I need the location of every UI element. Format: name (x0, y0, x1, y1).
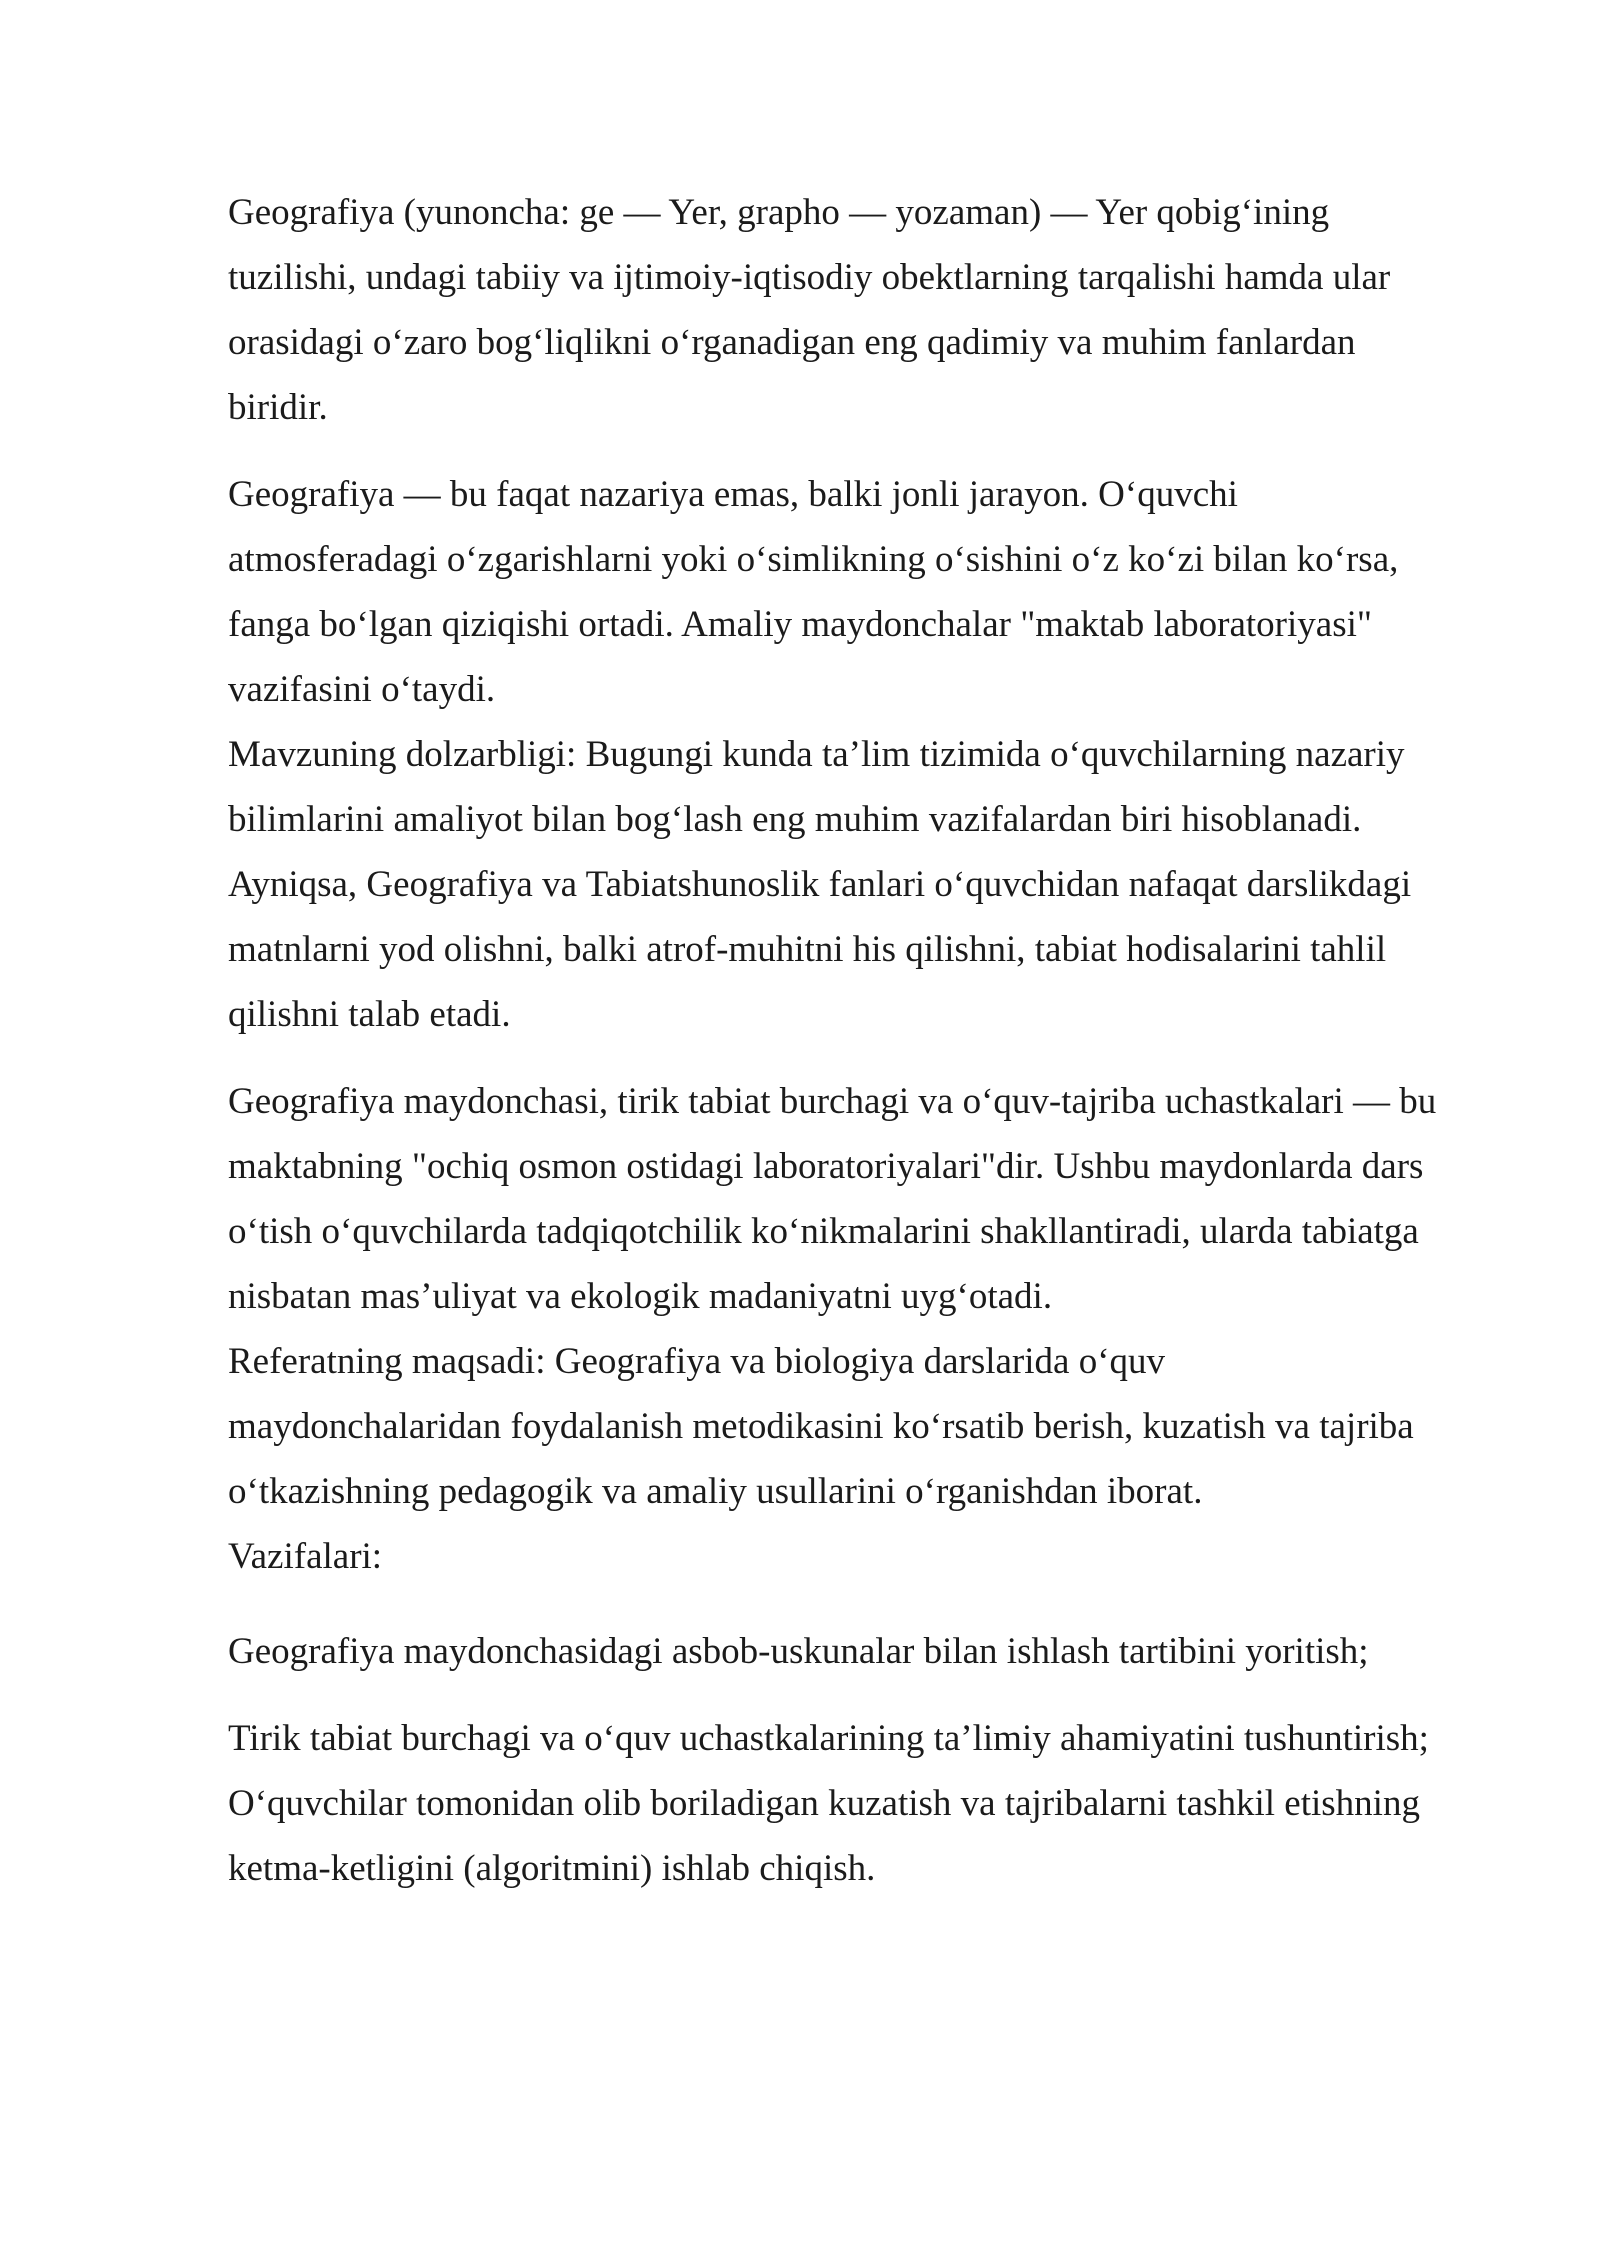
text-line: Geografiya (yunoncha: ge — Yer, grapho — yozaman) — Yer qobig‘ining (228, 192, 1330, 233)
text-line: Geografiya — bu faqat nazariya emas, balki jonli jarayon. O‘quvchi (228, 474, 1238, 515)
text-line: O‘quvchilar tomonidan olib boriladigan kuzatish va tajribalarni tashkil etishning (228, 1783, 1420, 1824)
text-line: qilishni talab etadi. (228, 994, 511, 1035)
text-line: Vazifalari: (228, 1536, 383, 1577)
text-line: maktabning "ochiq osmon ostidagi laboratoriyalari"dir. Ushbu maydonlarda dars (228, 1146, 1424, 1187)
text-line: maydonchalaridan foydalanish metodikasini ko‘rsatib berish, kuzatish va tajriba (228, 1406, 1414, 1447)
text-line: matnlarni yod olishni, balki atrof-muhitni his qilishni, tabiat hodisalarini tahlil (228, 929, 1387, 970)
text-line: o‘tish o‘quvchilarda tadqiqotchilik ko‘nikmalarini shakllantiradi, ularda tabiatga (228, 1211, 1419, 1252)
text-line: Geografiya maydonchasidagi asbob-uskunalar bilan ishlash tartibini yoritish; (228, 1631, 1369, 1672)
text-line: vazifasini o‘taydi. (228, 669, 496, 710)
paragraph-gap (228, 1684, 1488, 1706)
paragraph-gap (228, 1047, 1488, 1069)
text-line: Ayniqsa, Geografiya va Tabiatshunoslik fanlari o‘quvchidan nafaqat darslikdagi (228, 864, 1412, 905)
text-line: bilimlarini amaliyot bilan bog‘lash eng muhim vazifalardan biri hisoblanadi. (228, 799, 1362, 840)
text-line: Tirik tabiat burchagi va o‘quv uchastkalarining ta’limiy ahamiyatini tushuntirish; (228, 1718, 1429, 1759)
paragraph-gap (228, 440, 1488, 462)
text-line: fanga bo‘lgan qiziqishi ortadi. Amaliy maydonchalar "maktab laboratoriyasi" (228, 604, 1372, 645)
text-line: o‘tkazishning pedagogik va amaliy usullarini o‘rganishdan iborat. (228, 1471, 1203, 1512)
text-line: nisbatan mas’uliyat va ekologik madaniyatni uyg‘otadi. (228, 1276, 1053, 1317)
paragraph-gap (228, 1589, 1488, 1619)
text-line: orasidagi o‘zaro bog‘liqlikni o‘rganadigan eng qadimiy va muhim fanlardan (228, 322, 1356, 363)
text-line: tuzilishi, undagi tabiiy va ijtimoiy-iqtisodiy obektlarning tarqalishi hamda ular (228, 257, 1391, 298)
text-line: Geografiya maydonchasi, tirik tabiat burchagi va o‘quv-tajriba uchastkalari — bu (228, 1081, 1437, 1122)
text-line: Referatning maqsadi: Geografiya va biologiya darslarida o‘quv (228, 1341, 1166, 1382)
text-line: atmosferadagi o‘zgarishlarni yoki o‘simlikning o‘sishini o‘z ko‘zi bilan ko‘rsa, (228, 539, 1399, 580)
text-line: ketma-ketligini (algoritmini) ishlab chiqish. (228, 1848, 876, 1889)
text-line: Mavzuning dolzarbligi: Bugungi kunda ta’lim tizimida o‘quvchilarning nazariy (228, 734, 1405, 775)
document-body (228, 180, 1488, 1901)
text-line: biridir. (228, 387, 328, 428)
